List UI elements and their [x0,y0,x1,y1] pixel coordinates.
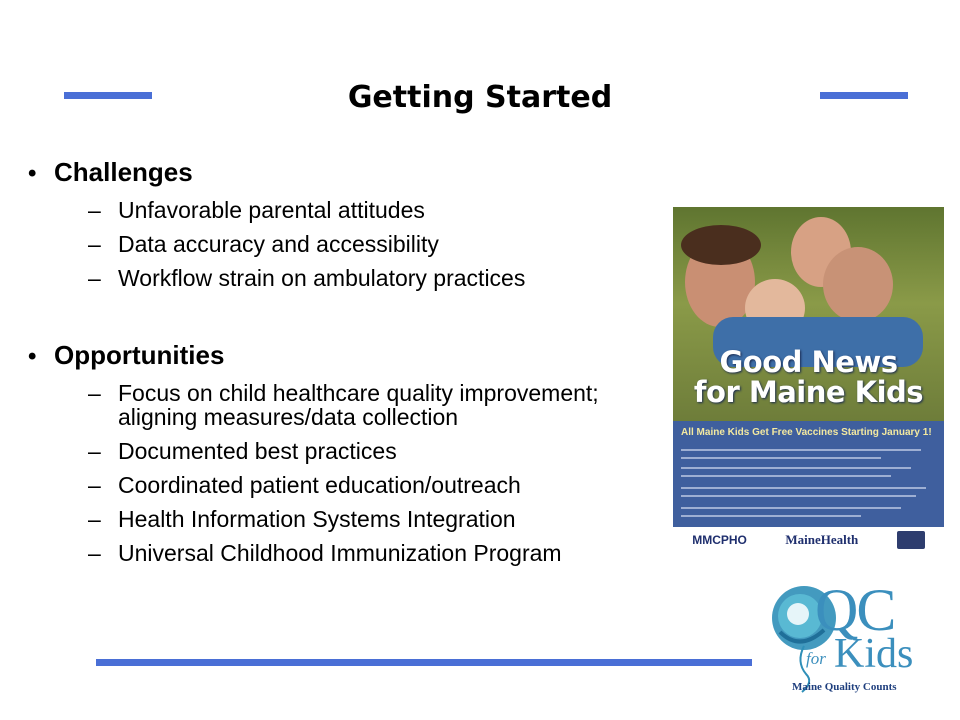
poster-subhead: All Maine Kids Get Free Vaccines Starting January 1! [681,427,932,438]
poster-text-panel [673,421,944,527]
list-item: – Coordinated patient education/outreach [88,473,678,497]
opportunity-item: Universal Childhood Immunization Program [118,540,562,566]
decorative-bar-bottom [96,659,752,666]
list-item: – Workflow strain on ambulatory practices [88,266,678,290]
challenges-section [28,157,678,290]
mainehealth-logo: MaineHealth [785,531,859,547]
child-figure [681,225,761,265]
opportunities-section [28,340,678,565]
bullet-icon: • [28,160,37,187]
poster-headline-line1: Good News [719,345,898,379]
state-seal-icon [897,531,925,549]
list-item: – Unfavorable parental attitudes [88,198,678,222]
bullet-icon: • [28,343,37,370]
opportunity-item: Coordinated patient education/outreach [118,472,521,498]
poster-logo-strip [673,527,944,552]
opportunity-item: Documented best practices [118,438,397,464]
logo-kids: Kids [834,631,914,677]
challenge-item: Workflow strain on ambulatory practices [118,265,526,291]
opportunity-item: Focus on child healthcare quality improvement; aligning measures/data collection [118,380,599,430]
list-item: – Focus on child healthcare quality improvement; aligning measures/data collection [88,381,678,429]
list-item: – Health Information Systems Integration [88,507,678,531]
logo-tagline: Maine Quality Counts [792,681,897,693]
poster-headline-line2: for Maine Kids [693,375,924,409]
list-item: – Universal Childhood Immunization Program [88,541,678,565]
list-item: – Data accuracy and accessibility [88,232,678,256]
vaccine-poster-image [673,207,944,552]
slide-title: Getting Started [347,80,613,115]
list-item: – Documented best practices [88,439,678,463]
challenge-item: Data accuracy and accessibility [118,231,439,257]
challenge-item: Unfavorable parental attitudes [118,197,425,223]
child-figure [823,247,893,322]
logo-for: for [806,649,826,668]
opportunities-heading: Opportunities [54,340,225,370]
challenges-heading: Challenges [54,157,193,187]
logo-qc: QC [815,577,895,643]
opportunity-item: Health Information Systems Integration [118,506,516,532]
mmcpho-logo: MMCPHO [692,532,747,547]
